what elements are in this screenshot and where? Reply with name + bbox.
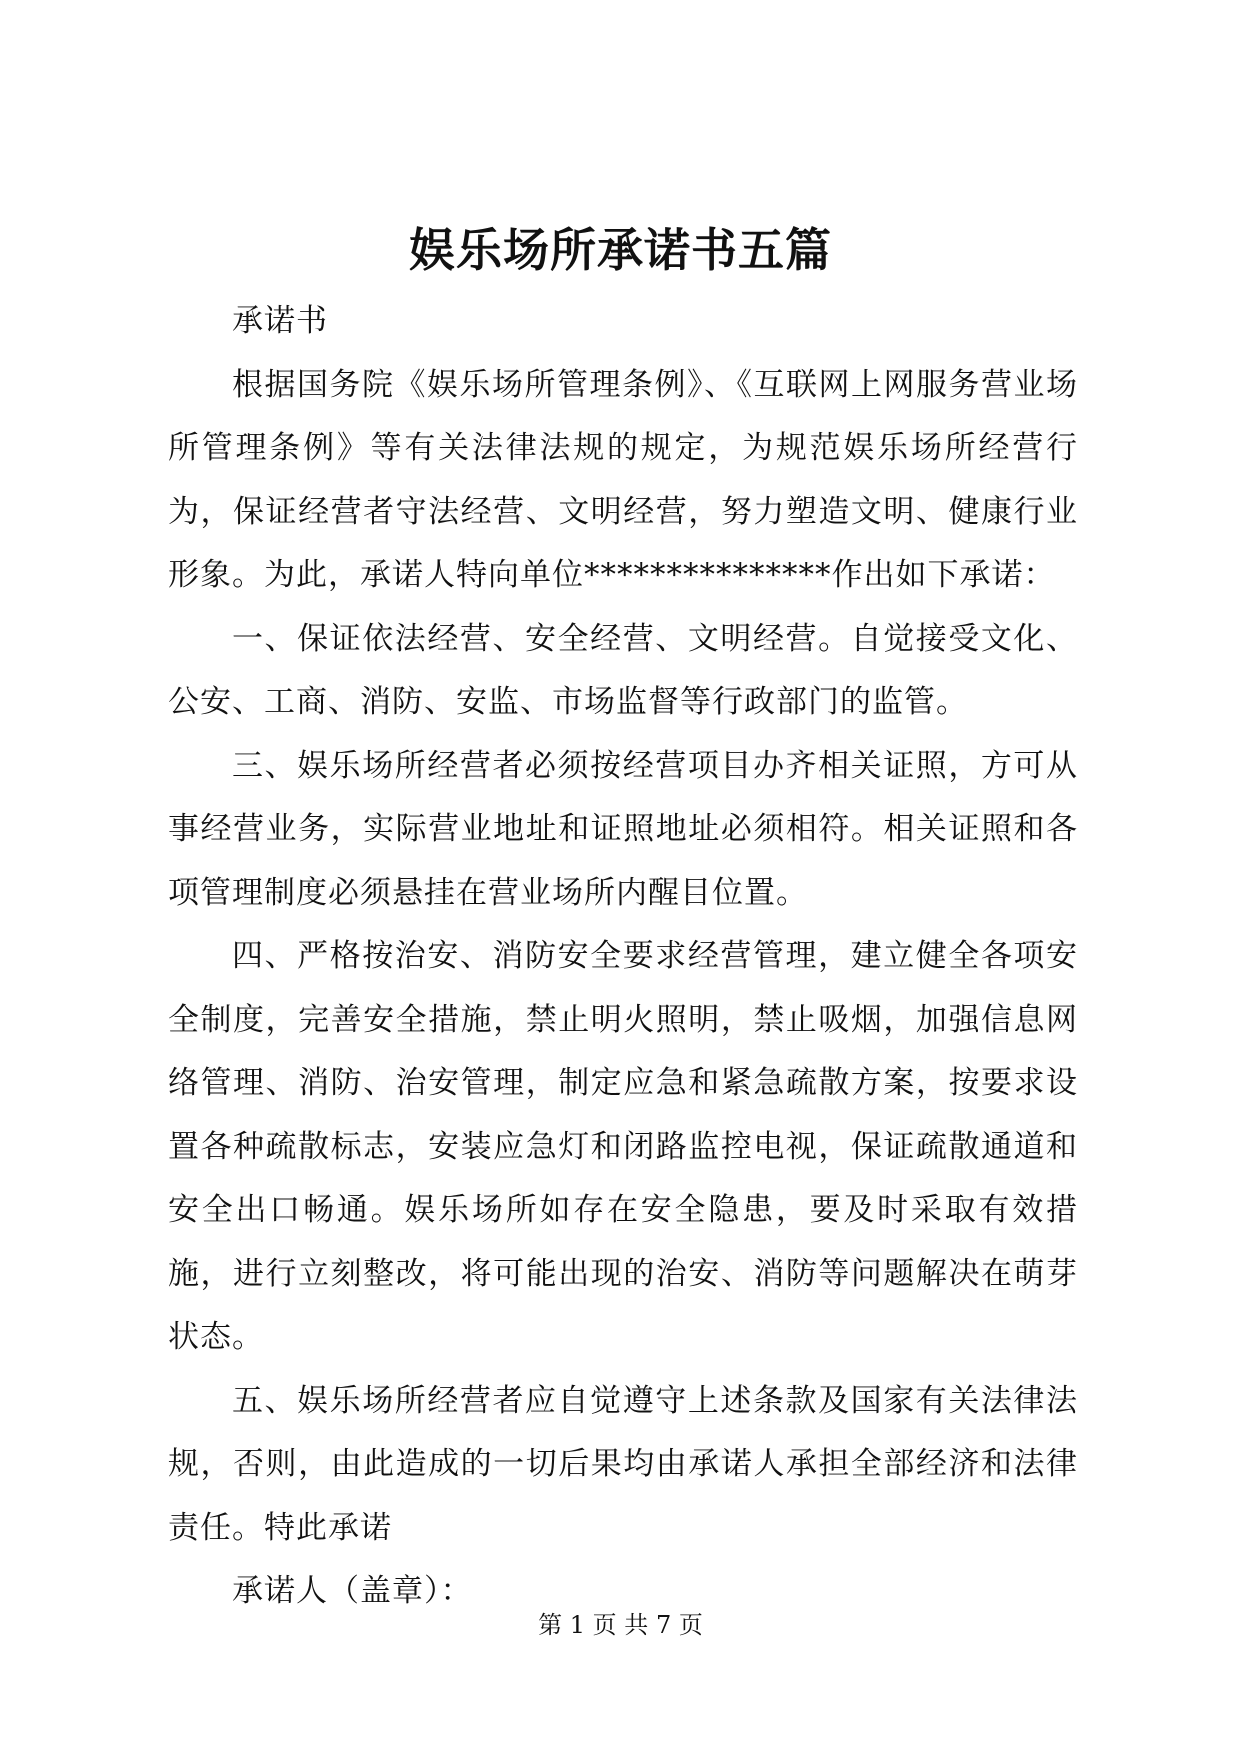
document-body [168,290,1078,1624]
paragraph-item-5: 五、娱乐场所经营者应自觉遵守上述条款及国家有关法律法规，否则，由此造成的一切后果均由承诺人承担全部经济和法律责任。特此承诺 [168,1382,1078,1546]
document-title: 娱乐场所承诺书五篇 [409,223,832,277]
paragraph-item-4: 四、严格按治安、消防安全要求经营管理，建立健全各项安全制度，完善安全措施，禁止明火照明，禁止吸烟，加强信息网络管理、消防、治安管理，制定应急和紧急疏散方案，按要求设置各种疏散标志，安装应急灯和闭路监控电视，保证疏散通道和安全出口畅通。娱乐场所如存在安全隐患，要及时采取有效措施，进行立刻整改，将可能出现的治安、消防等问题解决在萌芽状态。 [168,938,1078,1355]
paragraph-item-3: 三、娱乐场所经营者必须按经营项目办齐相关证照，方可从事经营业务，实际营业地址和证照地址必须相符。相关证照和各项管理制度必须悬挂在营业场所内醒目位置。 [168,747,1078,911]
signature-line: 承诺人（盖章）： [232,1573,473,1609]
paragraph-heading: 承诺书 [232,303,328,339]
paragraph-intro: 根据国务院《娱乐场所管理条例》、《互联网上网服务营业场所管理条例》等有关法律法规的规定，为规范娱乐场所经营行为，保证经营者守法经营、文明经营，努力塑造文明、健康行业形象。为此，承诺人特向单位***************作出如下承诺： [168,366,1078,593]
page-number: 第 1 页 共 7 页 [538,1611,703,1639]
paragraph-item-1: 一、保证依法经营、安全经营、文明经营。自觉接受文化、公安、工商、消防、安监、市场监督等行政部门的监管。 [168,620,1078,720]
